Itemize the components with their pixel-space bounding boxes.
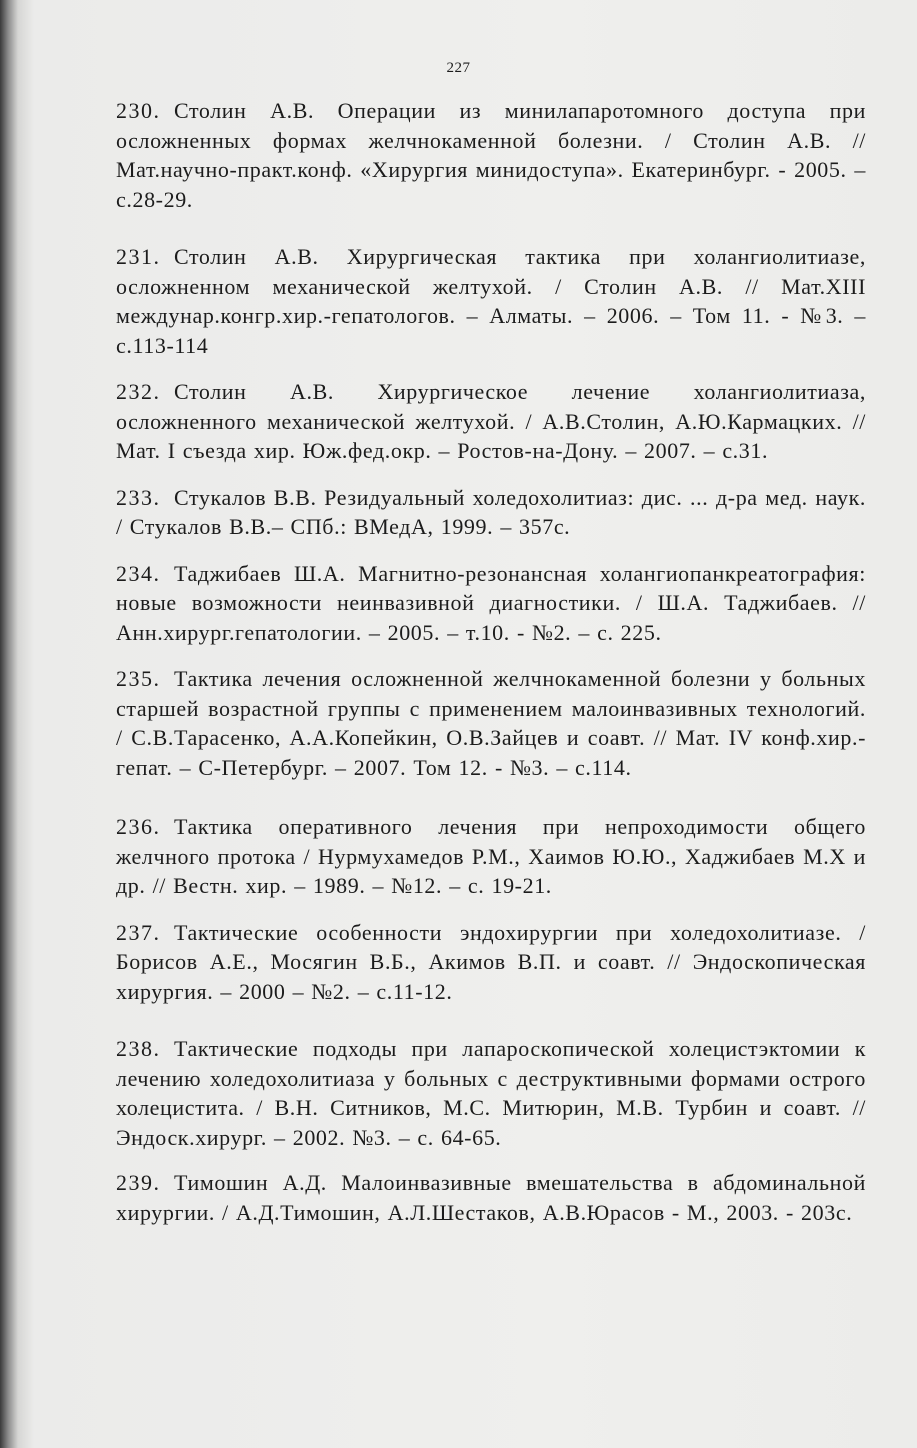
- reference-text: Тактика лечения осложненной желчнокаменной болезни у больных старшей возрастной группы с применением малоинвазивных технологий. / С.В.Тарасенко, А.А.Копейкин, О.В.Зайцев и соавт. // Мат. IV конф.хир.-гепат. – С-Петербург. – 2007. Том 12. - №3. – с.114.: [116, 666, 866, 780]
- reference-text: Тактические подходы при лапароскопической холецистэктомии к лечению холедохолитиаза у больных с деструктивными формами острого холецистита. / В.Н. Ситников, М.С. Митюрин, М.В. Турбин и соавт. // Эндоск.хирург. – 2002. №3. – с. 64-65.: [116, 1036, 866, 1150]
- reference-item: [116, 918, 866, 1007]
- reference-text: Тимошин А.Д. Малоинвазивные вмешательства в абдоминальной хирургии. / А.Д.Тимошин, А.Л.Шестаков, А.В.Юрасов - М., 2003. - 203с.: [116, 1170, 866, 1225]
- reference-list: [116, 96, 866, 1227]
- reference-item: [116, 1034, 866, 1152]
- reference-number: 238.: [116, 1036, 161, 1061]
- reference-text: Таджибаев Ш.А. Магнитно-резонансная холангиопанкреатография: новые возможности неинвазивной диагностики. / Ш.А. Таджибаев. // Анн.хирург.гепатологии. – 2005. – т.10. - №2. – с. 225.: [116, 560, 866, 645]
- reference-text: Столин А.В. Хирургическая тактика при холангиолитиазе, осложненном механической желтухой. / Столин А.В. // Мат.XIII междунар.конгр.хир.-гепатологов. – Алматы. – 2006. – Том 11. - №3. – с.113-114: [116, 244, 866, 358]
- reference-item: [116, 483, 866, 542]
- reference-text: Тактические особенности эндохирургии при холедохолитиазе. / Борисов А.Е., Мосягин В.Б., Акимов В.П. и соавт. // Эндоскопическая хирургия. – 2000 – №2. – с.11-12.: [116, 919, 866, 1004]
- reference-number: 231.: [116, 244, 161, 269]
- reference-number: 237.: [116, 919, 161, 945]
- reference-number: 235.: [116, 666, 161, 691]
- reference-text: Столин А.В. Операции из минилапаротомного доступа при осложненных формах желчнокаменной болезни. / Столин А.В. // Мат.научно-практ.конф. «Хирургия минидоступа». Екатеринбург. - 2005. – с.28-29.: [116, 98, 866, 212]
- reference-item: [116, 96, 866, 214]
- reference-text: Столин А.В. Хирургическое лечение холангиолитиаза, осложненного механической желтухой. / А.В.Столин, А.Ю.Кармацких. // Мат. I съезда хир. Юж.фед.окр. – Ростов-на-Дону. – 2007. – с.31.: [116, 379, 866, 463]
- reference-item: [116, 812, 866, 901]
- reference-text: Тактика оперативного лечения при непроходимости общего желчного протока / Нурмухамедов Р.М., Хаимов Ю.Ю., Хаджибаев М.Х и др. // Вестн. хир. – 1989. – №12. – с. 19-21.: [116, 814, 866, 898]
- reference-number: 236.: [116, 814, 161, 839]
- reference-item: [116, 242, 866, 360]
- reference-item: [116, 664, 866, 782]
- reference-number: 232.: [116, 379, 161, 404]
- reference-number: 239.: [116, 1170, 161, 1195]
- reference-number: 234.: [116, 560, 161, 586]
- reference-number: 233.: [116, 484, 161, 510]
- reference-item: [116, 1168, 866, 1227]
- reference-number: 230.: [116, 98, 161, 123]
- page-number: 227: [446, 60, 471, 76]
- reference-item: [116, 559, 866, 648]
- reference-text: Стукалов В.В. Резидуальный холедохолитиаз: дис. ... д-ра мед. наук. / Стукалов В.В.– СПб.: ВМедА, 1999. – 357с.: [116, 484, 866, 539]
- reference-item: [116, 377, 866, 466]
